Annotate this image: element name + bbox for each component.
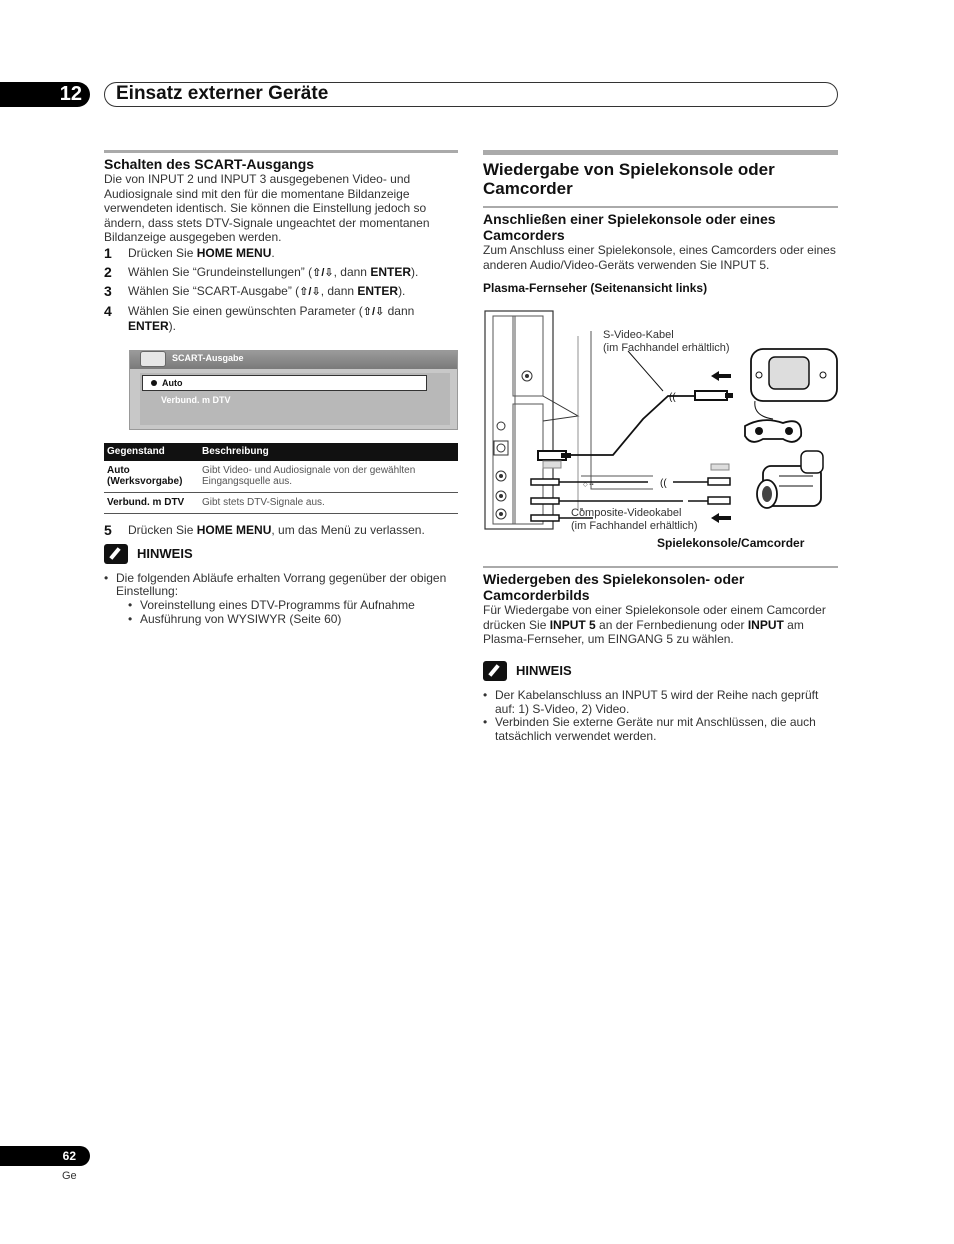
list-item: • Der Kabelanschluss an INPUT 5 wird der Reihe nach geprüft auf: 1) S-Video, 2) Video. bbox=[483, 689, 838, 716]
subsection-title-connect: Anschließen einer Spielekonsole oder eines Camcorders bbox=[483, 211, 776, 243]
up-down-arrow-icon: ⇧/⇩ bbox=[312, 266, 334, 279]
scart-intro: Die von INPUT 2 und INPUT 3 ausgegebenen Video- und Audiosignale sind mit den für die momentane Bildanzeige verwendeten identisch. Sie können die Einstellung jedoch so ändern, dass stets DTV-Signale ungeachtet der momentanen Bildanzeige ausgegeben werden. bbox=[104, 172, 430, 245]
section-title-scart: Schalten des SCART-Ausgangs bbox=[104, 156, 315, 172]
step-2: 2 Wählen Sie “Grundeinstellungen” (⇧/⇩, dann ENTER). bbox=[104, 263, 419, 280]
note-list bbox=[104, 572, 458, 627]
step-4: 4 Wählen Sie einen gewünschten Parameter (⇧/⇩ dann ENTER). bbox=[104, 302, 415, 334]
table-row: Verbund. m DTV Gibt stets DTV-Signale aus. bbox=[104, 492, 458, 513]
page-number: 62 bbox=[0, 1146, 90, 1166]
note-heading: HINWEIS bbox=[104, 544, 458, 564]
list-item: • Die folgenden Abläufe erhalten Vorrang gegenüber der obigen Einstellung: • Voreinstellung eines DTV-Programms für Aufnahme • Ausführung von WYSIWYR (Seite 60) bbox=[104, 572, 458, 627]
section-rule bbox=[483, 150, 838, 155]
chapter-title: Einsatz externer Geräte bbox=[116, 83, 329, 104]
osd-menu-screenshot bbox=[129, 350, 458, 430]
connection-diagram bbox=[483, 301, 838, 556]
note-list bbox=[483, 689, 838, 744]
osd-body bbox=[140, 373, 450, 425]
up-down-arrow-icon: ⇧/⇩ bbox=[299, 286, 321, 299]
list-item: • Ausführung von WYSIWYR (Seite 60) bbox=[116, 613, 458, 627]
table-header: Beschreibung bbox=[199, 443, 458, 461]
pencil-note-icon bbox=[104, 544, 128, 564]
step-5: 5 Drücken Sie HOME MENU, um das Menü zu verlassen. bbox=[104, 521, 425, 538]
composite-cable-label: Composite-Videokabel (im Fachhandel erhältlich) bbox=[571, 507, 698, 533]
svg-text:((: (( bbox=[660, 478, 667, 490]
osd-header bbox=[130, 351, 457, 369]
main-section-title: Wiedergabe von Spielekonsole oder Camcorder bbox=[483, 160, 775, 198]
bullet-icon bbox=[151, 380, 157, 386]
list-item: • Verbinden Sie externe Geräte nur mit Anschlüssen, die auch tatsächlich verwendet werden. bbox=[483, 716, 838, 743]
osd-selected-option: Auto bbox=[142, 375, 427, 391]
subsection-rule bbox=[483, 206, 838, 208]
right-column bbox=[483, 150, 838, 744]
step-1: 1 Drücken Sie HOME MENU. bbox=[104, 244, 275, 261]
osd-title: SCART-Ausgabe bbox=[172, 352, 244, 363]
svideo-cable-label: S-Video-Kabel (im Fachhandel erhältlich) bbox=[603, 329, 730, 355]
chapter-number: 12 bbox=[0, 82, 90, 107]
svg-text:◇ ▪▪: ◇ ▪▪ bbox=[583, 482, 594, 489]
table-row: Auto (Werksvorgabe) Gibt Video- und Audiosignale von der gewählten Eingangsquelle aus. bbox=[104, 461, 458, 493]
list-item: • Voreinstellung eines DTV-Programms für Aufnahme bbox=[116, 599, 458, 613]
note-heading: HINWEIS bbox=[483, 661, 838, 681]
diagram-label: Plasma-Fernseher (Seitenansicht links) bbox=[483, 281, 708, 296]
step-list bbox=[104, 246, 458, 334]
device-label: Spielekonsole/Camcorder bbox=[657, 536, 805, 551]
step-3: 3 Wählen Sie “SCART-Ausgabe” (⇧/⇩, dann ENTER). bbox=[104, 283, 406, 300]
svg-text:((: (( bbox=[669, 392, 676, 404]
subsection-title-playback: Wiedergeben des Spielekonsolen- oder Camcorderbilds bbox=[483, 571, 745, 604]
osd-option: Verbund. m DTV bbox=[161, 394, 231, 405]
menu-icon bbox=[140, 351, 166, 367]
up-down-arrow-icon: ⇧/⇩ bbox=[362, 305, 385, 318]
subsection-rule bbox=[483, 566, 838, 568]
left-column bbox=[104, 150, 458, 626]
table-header: Gegenstand bbox=[104, 443, 199, 461]
parameter-table bbox=[104, 443, 458, 514]
connect-text: Zum Anschluss einer Spielekonsole, eines Camcorders oder eines anderen Audio/Video-Geräts verwenden Sie INPUT 5. bbox=[483, 243, 836, 272]
language-code: Ge bbox=[62, 1170, 77, 1182]
section-rule bbox=[104, 150, 458, 153]
pencil-note-icon bbox=[483, 661, 507, 681]
playback-text: Für Wiedergabe von einer Spielekonsole oder einem Camcorder drücken Sie INPUT 5 an der Fernbedienung oder INPUT am Plasma-Fernseher, um EINGANG 5 zu wählen. bbox=[483, 603, 826, 647]
